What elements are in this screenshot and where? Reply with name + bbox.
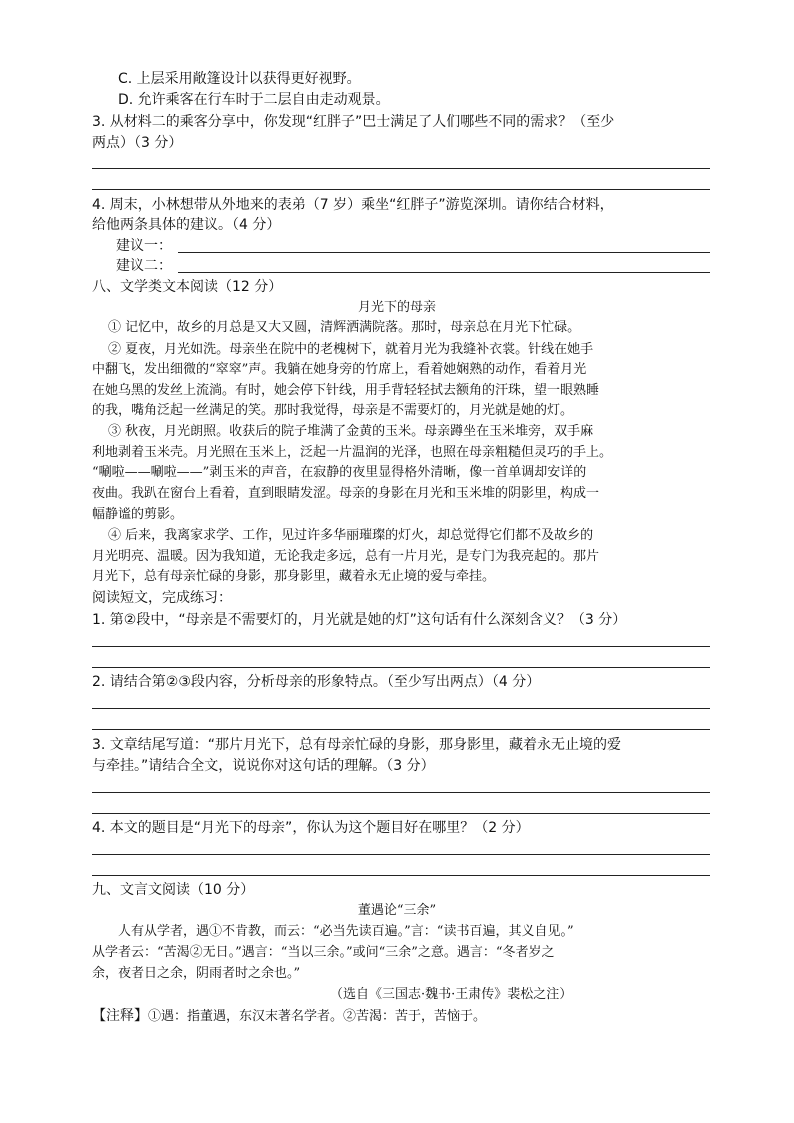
story-paragraph-2-line: 在她乌黑的发丝上流淌。有时，她会停下针线，用手背轻轻拭去额角的汗珠，望一眼熟睡 xyxy=(92,383,600,398)
option-d: D. 允许乘客在行车时于二层自由走动观景。 xyxy=(118,92,390,108)
question-3-line-1: 3. 从材料二的乘客分享中，你发现“红胖子”巴士满足了人们哪些不同的需求？（至少 xyxy=(92,114,615,130)
suggestion-2-field[interactable] xyxy=(178,272,710,273)
answer-line xyxy=(92,189,710,190)
story-question-2: 2. 请结合第②③段内容，分析母亲的形象特点。（至少写出两点）（4 分） xyxy=(92,674,541,690)
story-paragraph-4-line: 月光明亮、温暖。因为我知道，无论我走多远，总有一片月光，是专门为我亮起的。那片 xyxy=(92,549,600,564)
story-paragraph-3-line: “唰啦——唰啦——”剥玉米的声音，在寂静的夜里显得格外清晰，像一首单调却安详的 xyxy=(92,465,587,480)
classical-source: （选自《三国志·魏书·王肃传》裴松之注） xyxy=(330,987,573,1002)
suggestion-1-label: 建议一： xyxy=(116,238,172,254)
answer-line xyxy=(92,168,710,169)
reading-instruction: 阅读短文，完成练习： xyxy=(92,590,232,606)
story-paragraph-2-line: 中翻飞，发出细微的“窣窣”声。我躺在她身旁的竹席上，看着她娴熟的动作，看着月光 xyxy=(92,362,587,377)
question-4-line-2: 给他两条具体的建议。（4 分） xyxy=(92,217,281,233)
story-paragraph-4-line: 月光下，总有母亲忙碌的身影，那身影里，藏着永无止境的爱与牵挂。 xyxy=(92,569,496,584)
answer-line xyxy=(92,708,710,709)
story-paragraph-2-line: ② 夏夜，月光如洗。母亲坐在院中的老槐树下，就着月光为我缝补衣裳。针线在她手 xyxy=(108,342,594,357)
suggestion-2-label: 建议二： xyxy=(116,258,172,274)
answer-line xyxy=(92,646,710,647)
story-question-3-line-1: 3. 文章结尾写道：“那片月光下，总有母亲忙碌的身影，那身影里，藏着永无止境的爱 xyxy=(92,737,622,753)
story-question-1: 1. 第②段中，“母亲是不需要灯的，月光就是她的灯”这句话有什么深刻含义？（3 分） xyxy=(92,612,627,628)
question-4-line-1: 4. 周末，小林想带从外地来的表弟（7 岁）乘坐“红胖子”游览深圳。请你结合材料， xyxy=(92,197,614,213)
annotation-label: 【注释】 xyxy=(92,1008,148,1024)
answer-line xyxy=(92,875,710,876)
story-paragraph-3-line: 幅静谧的剪影。 xyxy=(92,507,184,522)
annotation xyxy=(92,1006,486,1027)
story-paragraph-4-line: ④ 后来，我离家求学、工作，见过许多华丽璀璨的灯火，却总觉得它们都不及故乡的 xyxy=(108,528,594,543)
section-8-heading: 八、文学类文本阅读（12 分） xyxy=(92,279,283,295)
classical-text-line: 从学者云：“苦渴②无日。”遇言：“当以三余。”或问“三余”之意。遇言：“冬者岁之 xyxy=(92,945,555,960)
suggestion-1-field[interactable] xyxy=(178,252,710,253)
story-title: 月光下的母亲 xyxy=(357,300,436,315)
story-paragraph-2-line: 的我，嘴角泛起一丝满足的笑。那时我觉得，母亲是不需要灯的，月光就是她的灯。 xyxy=(92,403,574,418)
classical-text-line: 人有从学者，遇①不肯教，而云：“必当先读百遍。”言：“读书百遍，其义自见。” xyxy=(118,924,574,939)
answer-line xyxy=(92,813,710,814)
annotation-text: ①遇：指董遇，东汉末著名学者。②苦渴：苦于，苦恼于。 xyxy=(148,1009,487,1024)
answer-line xyxy=(92,667,710,668)
story-paragraph-3-line: 夜曲。我趴在窗台上看着，直到眼睛发涩。母亲的身影在月光和玉米堆的阴影里，构成一 xyxy=(92,486,600,501)
section-9-heading: 九、文言文阅读（10 分） xyxy=(92,882,255,898)
classical-title: 董遇论“三余” xyxy=(357,903,437,918)
story-question-4: 4. 本文的题目是“月光下的母亲”，你认为这个题目好在哪里？（2 分） xyxy=(92,820,530,836)
story-paragraph-3-line: 利地剥着玉米壳。月光照在玉米上，泛起一片温润的光泽，也照在母亲粗糙但灵巧的手上。 xyxy=(92,445,613,460)
story-paragraph-3-line: ③ 秋夜，月光朗照。收获后的院子堆满了金黄的玉米。母亲蹲坐在玉米堆旁，双手麻 xyxy=(108,424,594,439)
story-paragraph-1: ① 记忆中，故乡的月总是又大又圆，清辉洒满院落。那时，母亲总在月光下忙碌。 xyxy=(108,320,581,335)
classical-text-line: 余，夜者日之余，阴雨者时之余也。” xyxy=(92,966,301,981)
question-3-line-2: 两点）（3 分） xyxy=(92,135,183,151)
answer-line xyxy=(92,792,710,793)
answer-line xyxy=(92,729,710,730)
answer-line xyxy=(92,854,710,855)
story-question-3-line-2: 与牵挂。”请结合全文，说说你对这句话的理解。（3 分） xyxy=(92,758,435,774)
option-c: C. 上层采用敞篷设计以获得更好视野。 xyxy=(118,71,361,87)
